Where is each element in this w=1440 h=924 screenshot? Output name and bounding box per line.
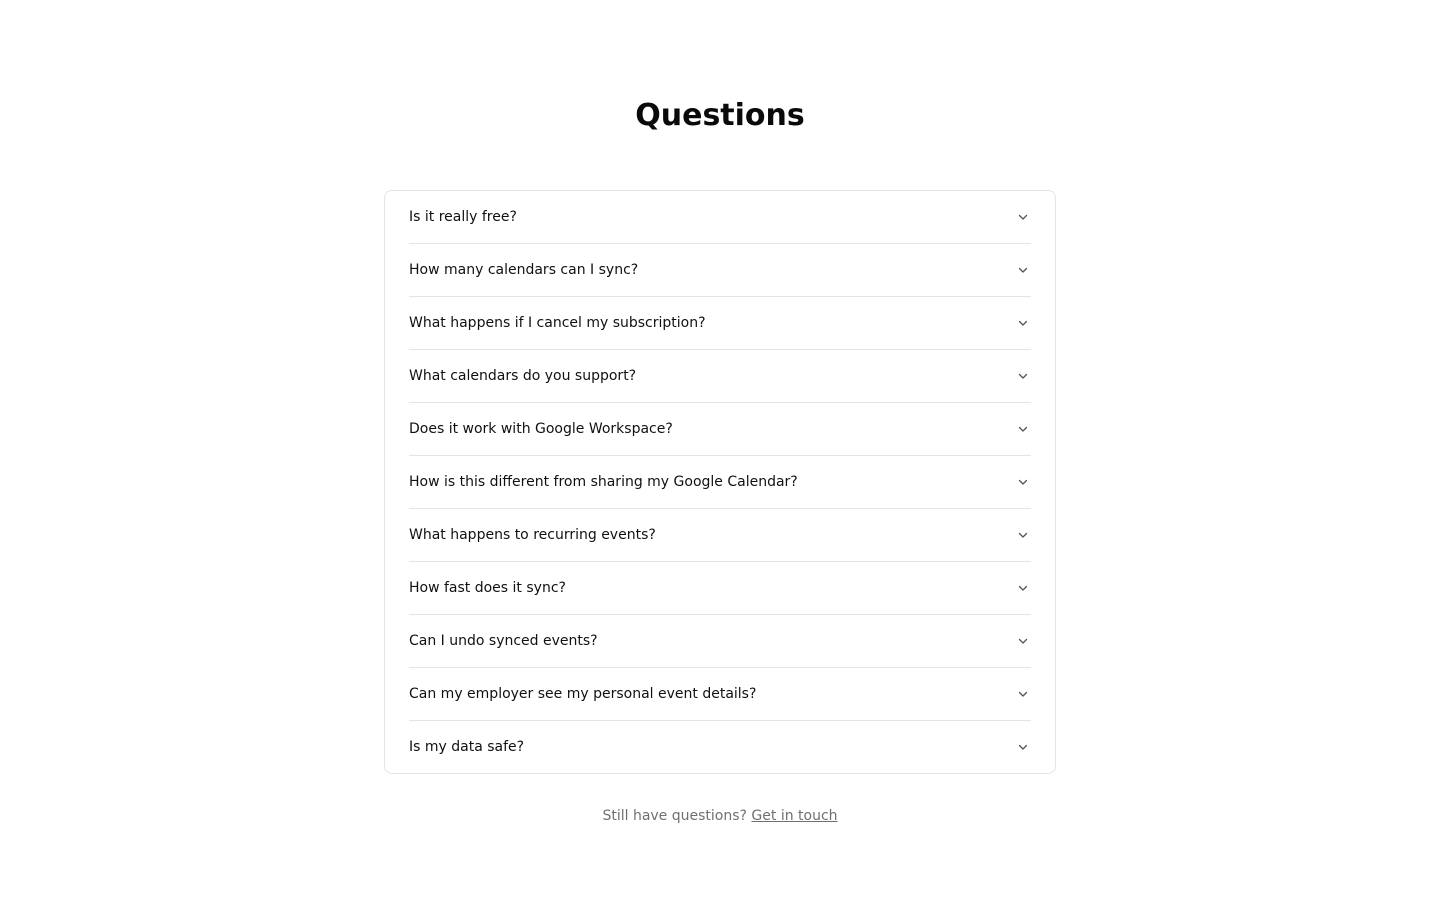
faq-item bbox=[409, 456, 1031, 509]
faq-question-label: Is it really free? bbox=[409, 209, 517, 225]
faq-item bbox=[409, 562, 1031, 615]
faq-question-button[interactable] bbox=[409, 297, 1031, 349]
get-in-touch-link[interactable]: Get in touch bbox=[751, 808, 838, 824]
faq-question-button[interactable] bbox=[409, 191, 1031, 243]
faq-question-label: How many calendars can I sync? bbox=[409, 262, 639, 278]
faq-question-label: What happens if I cancel my subscription? bbox=[409, 315, 706, 331]
faq-item bbox=[409, 615, 1031, 668]
page-title: Questions bbox=[635, 98, 805, 133]
contact-note bbox=[0, 806, 1440, 826]
faq-question-label: Can I undo synced events? bbox=[409, 633, 598, 649]
faq-item bbox=[409, 191, 1031, 244]
faq-question-button[interactable] bbox=[409, 615, 1031, 667]
chevron-down-icon bbox=[1015, 739, 1031, 755]
chevron-down-icon bbox=[1015, 421, 1031, 437]
chevron-down-icon bbox=[1015, 633, 1031, 649]
faq-question-label: What happens to recurring events? bbox=[409, 527, 656, 543]
faq-question-button[interactable] bbox=[409, 456, 1031, 508]
faq-question-label: Is my data safe? bbox=[409, 739, 525, 755]
faq-question-button[interactable] bbox=[409, 403, 1031, 455]
chevron-down-icon bbox=[1015, 262, 1031, 278]
faq-question-label: How is this different from sharing my Google Calendar? bbox=[409, 474, 798, 490]
faq-item bbox=[409, 403, 1031, 456]
chevron-down-icon bbox=[1015, 315, 1031, 331]
faq-question-button[interactable] bbox=[409, 562, 1031, 614]
chevron-down-icon bbox=[1015, 686, 1031, 702]
faq-question-button[interactable] bbox=[409, 350, 1031, 402]
faq-question-button[interactable] bbox=[409, 668, 1031, 720]
faq-question-label: Does it work with Google Workspace? bbox=[409, 421, 673, 437]
chevron-down-icon bbox=[1015, 474, 1031, 490]
faq-item bbox=[409, 509, 1031, 562]
faq-question-label: Can my employer see my personal event details? bbox=[409, 686, 757, 702]
faq-question-button[interactable] bbox=[409, 509, 1031, 561]
chevron-down-icon bbox=[1015, 580, 1031, 596]
faq-question-label: How fast does it sync? bbox=[409, 580, 566, 596]
faq-item bbox=[409, 244, 1031, 297]
faq-list bbox=[385, 191, 1055, 773]
faq-item bbox=[409, 297, 1031, 350]
faq-item bbox=[409, 668, 1031, 721]
chevron-down-icon bbox=[1015, 368, 1031, 384]
faq-question-button[interactable] bbox=[409, 721, 1031, 773]
faq-accordion bbox=[384, 190, 1056, 774]
contact-prompt: Still have questions? bbox=[602, 808, 747, 824]
chevron-down-icon bbox=[1015, 209, 1031, 225]
faq-question-label: What calendars do you support? bbox=[409, 368, 637, 384]
faq-item bbox=[409, 721, 1031, 773]
faq-question-button[interactable] bbox=[409, 244, 1031, 296]
chevron-down-icon bbox=[1015, 527, 1031, 543]
faq-item bbox=[409, 350, 1031, 403]
